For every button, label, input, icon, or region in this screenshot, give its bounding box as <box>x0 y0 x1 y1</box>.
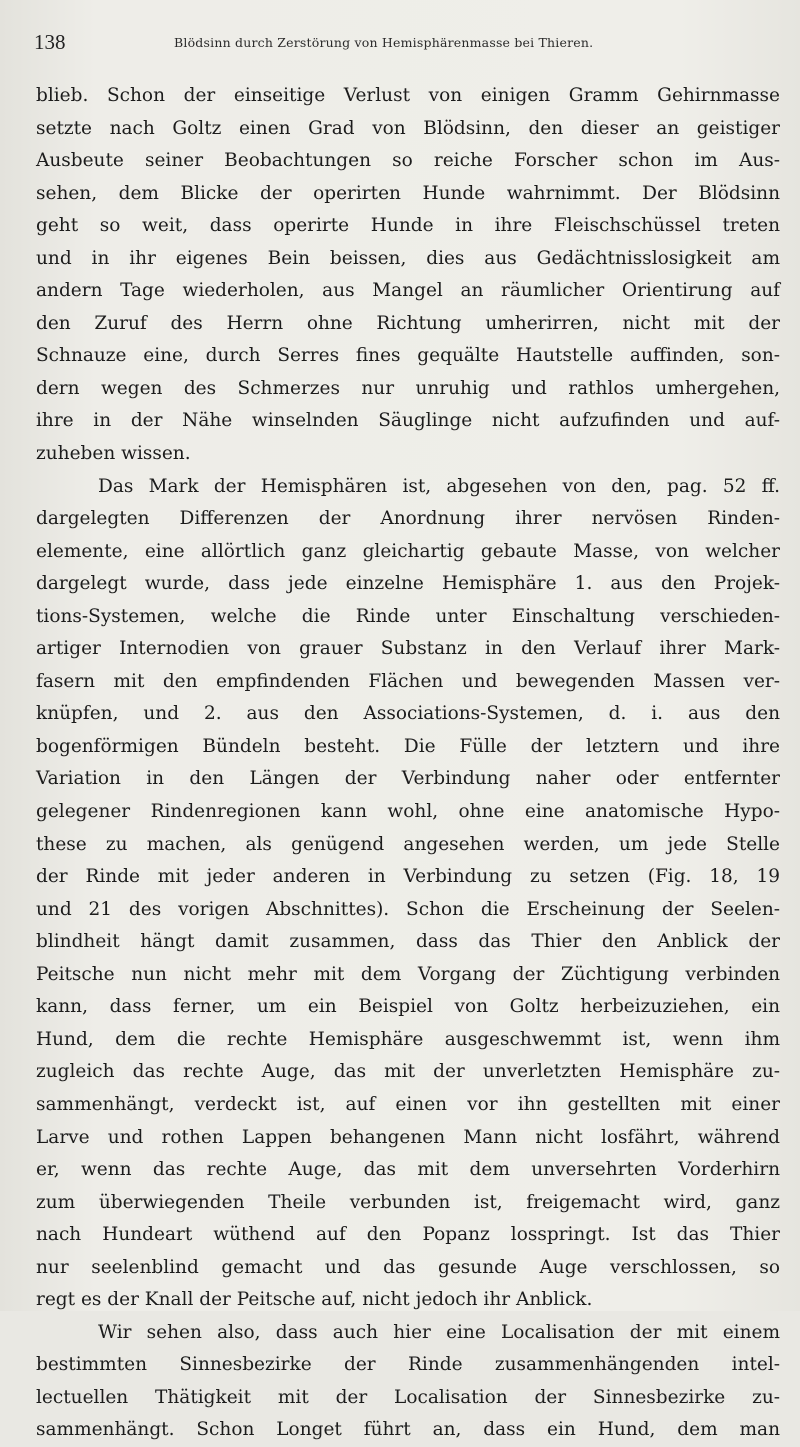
text-line: bestimmten Sinnesbezirke der Rinde zusammenhängenden intel- <box>36 1354 780 1376</box>
text-line: bogenförmigen Bündeln besteht. Die Fülle der letztern und ihre <box>36 735 780 757</box>
text-line: der Rinde mit jeder anderen in Verbindung zu setzen (Fig. 18, 19 <box>36 866 780 888</box>
text-line: elemente, eine allörtlich ganz gleichartig gebaute Masse, von welcher <box>36 540 780 562</box>
paragraph <box>36 1317 780 1447</box>
text-line: knüpfen, und 2. aus den Associations-Systemen, d. i. aus den <box>36 703 780 725</box>
text-line: these zu machen, als genügend angesehen werden, um jede Stelle <box>36 833 780 855</box>
text-line: ihre in der Nähe winselnden Säuglinge nicht aufzufinden und auf- <box>36 410 780 432</box>
text-line: nur seelenblind gemacht und das gesunde Auge verschlossen, so <box>36 1256 780 1278</box>
text-line: Schnauze eine, durch Serres fines gequälte Hautstelle auffinden, son- <box>36 345 780 367</box>
text-line: kann, dass ferner, um ein Beispiel von Goltz herbeizuziehen, ein <box>36 996 780 1018</box>
text-line: zuheben wissen. <box>36 443 191 465</box>
text-line: den Zuruf des Herrn ohne Richtung umherirren, nicht mit der <box>36 312 780 334</box>
text-line: zugleich das rechte Auge, das mit der unverletzten Hemisphäre zu- <box>36 1061 780 1083</box>
text-line: lectuellen Thätigkeit mit der Localisation der Sinnesbezirke zu- <box>36 1386 780 1408</box>
text-line: dargelegt wurde, dass jede einzelne Hemisphäre 1. aus den Projek- <box>36 573 780 595</box>
text-line: dargelegten Differenzen der Anordnung ihrer nervösen Rinden- <box>36 508 780 530</box>
text-line: Das Mark der Hemisphären ist, abgesehen von den, pag. 52 ff. <box>98 475 780 497</box>
text-line: sehen, dem Blicke der operirten Hunde wahrnimmt. Der Blödsinn <box>36 182 780 204</box>
text-line: und 21 des vorigen Abschnittes). Schon die Erscheinung der Seelen- <box>36 898 780 920</box>
text-line: geht so weit, dass operirte Hunde in ihre Fleischschüssel treten <box>36 215 780 237</box>
text-line: andern Tage wiederholen, aus Mangel an räumlicher Orientirung auf <box>36 280 780 302</box>
page-number: 138 <box>34 30 66 54</box>
text-line: Variation in den Längen der Verbindung naher oder entfernter <box>36 768 780 790</box>
text-line: gelegener Rindenregionen kann wohl, ohne eine anatomische Hypo- <box>36 801 780 823</box>
text-line: Peitsche nun nicht mehr mit dem Vorgang der Züchtigung verbinden <box>36 963 780 985</box>
text-line: Ausbeute seiner Beobachtungen so reiche Forscher schon im Aus- <box>36 150 780 172</box>
text-line: zum überwiegenden Theile verbunden ist, freigemacht wird, ganz <box>36 1191 780 1213</box>
text-line: blieb. Schon der einseitige Verlust von einigen Gramm Gehirnmasse <box>36 85 780 106</box>
text-line: dern wegen des Schmerzes nur unruhig und rathlos umhergehen, <box>36 377 780 399</box>
text-line: Larve und rothen Lappen behangenen Mann nicht losfährt, während <box>36 1126 780 1148</box>
text-line: er, wenn das rechte Auge, das mit dem unversehrten Vorderhirn <box>36 1159 780 1181</box>
text-line: blindheit hängt damit zusammen, dass das Thier den Anblick der <box>36 931 780 953</box>
text-line: tions-Systemen, welche die Rinde unter Einschaltung verschieden- <box>36 605 780 627</box>
paragraph <box>36 80 780 471</box>
running-header <box>34 30 774 60</box>
text-line: und in ihr eigenes Bein beissen, dies aus Gedächtnisslosigkeit am <box>36 247 780 269</box>
text-line: Wir sehen also, dass auch hier eine Localisation der mit einem <box>98 1321 780 1343</box>
text-line: setzte nach Goltz einen Grad von Blödsinn, den dieser an geistiger <box>36 117 780 139</box>
text-line: artiger Internodien von grauer Substanz in den Verlauf ihrer Mark- <box>36 638 780 660</box>
text-line: nach Hundeart wüthend auf den Popanz losspringt. Ist das Thier <box>36 1224 780 1246</box>
text-line: sammenhängt, verdeckt ist, auf einen vor ihn gestellten mit einer <box>36 1093 780 1115</box>
paragraph <box>36 471 780 1317</box>
body-text <box>36 80 780 1447</box>
text-line: Hund, dem die rechte Hemisphäre ausgeschwemmt ist, wenn ihm <box>36 1028 780 1050</box>
text-line: sammenhängt. Schon Longet führt an, dass ein Hund, dem man <box>36 1419 780 1441</box>
running-title: Blödsinn durch Zerstörung von Hemisphärenmasse bei Thieren. <box>174 35 594 50</box>
text-line: regt es der Knall der Peitsche auf, nicht jedoch ihr Anblick. <box>36 1289 593 1311</box>
text-line: fasern mit den empfindenden Flächen und bewegenden Massen ver- <box>36 670 780 692</box>
